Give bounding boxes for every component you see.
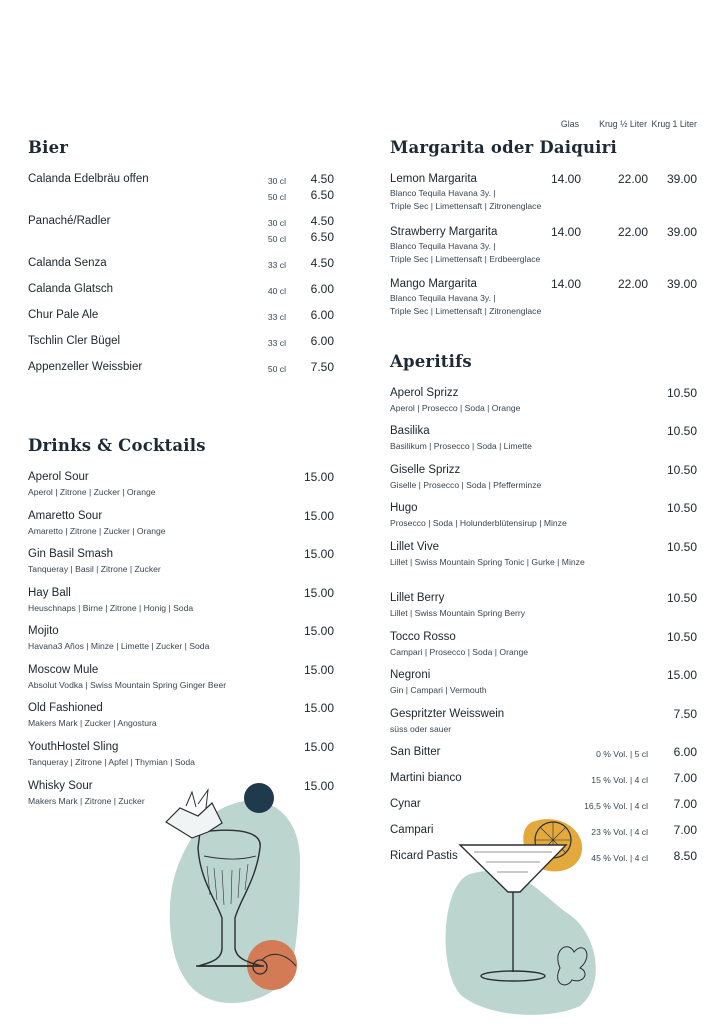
item-size: 40 cl [267, 286, 286, 296]
item-price: 4.50 [310, 256, 334, 270]
item-name: Lemon Margarita [390, 173, 477, 185]
item-name: Strawberry Margarita [390, 226, 498, 238]
price-krug-full: 39.00 [666, 277, 697, 291]
item-price: 8.50 [673, 849, 697, 863]
item-name: Gespritzter Weisswein [390, 708, 505, 720]
item-name: Gin Basil Smash [28, 548, 114, 560]
item-size: 50 cl [267, 192, 286, 202]
item-price: 4.50 [310, 172, 334, 186]
item-name: Tschlin Cler Bügel [28, 335, 121, 347]
item-size: 33 cl [267, 312, 286, 322]
price-krug-full: 39.00 [666, 172, 697, 186]
item-name: Chur Pale Ale [28, 309, 99, 321]
item-name: San Bitter [390, 746, 441, 758]
price-krug-full: 39.00 [666, 225, 697, 239]
item-price: 4.50 [310, 214, 334, 228]
item-name: Calanda Edelbräu offen [28, 173, 149, 185]
item-description: Tanqueray | Basil | Zitrone | Zucker [28, 564, 161, 574]
item-name: Panaché/Radler [28, 215, 111, 227]
terracotta-dot [247, 940, 297, 990]
item-name: Giselle Sprizz [390, 464, 461, 476]
item-description: Campari | Prosecco | Soda | Orange [390, 647, 529, 657]
item-price: 10.50 [666, 630, 697, 644]
item-description: Gin | Campari | Vermouth [390, 685, 487, 695]
item-name: Lillet Berry [390, 592, 445, 604]
item-description: Blanco Tequila Havana 3y. | [390, 188, 496, 198]
item-price: 6.00 [310, 308, 334, 322]
margarita-glass-illustration [446, 819, 596, 1015]
item-name: YouthHostel Sling [28, 741, 119, 753]
item-price: 7.00 [673, 771, 697, 785]
item-name: Mango Margarita [390, 278, 477, 290]
item-name: Basilika [390, 425, 430, 437]
item-price: 7.50 [310, 360, 334, 374]
item-price: 15.00 [303, 509, 334, 523]
item-description: Triple Sec | Limettensaft | Zitronenglace [390, 201, 542, 211]
item-size: 50 cl [267, 364, 286, 374]
header-krug-half: Krug ½ Liter [599, 119, 647, 129]
item-description: Havana3 Años | Minze | Limette | Zucker | Soda [28, 641, 210, 651]
item-price: 7.00 [673, 823, 697, 837]
item-description: Aperol | Prosecco | Soda | Orange [390, 403, 521, 413]
item-name: Mojito [28, 625, 59, 637]
item-size: 50 cl [267, 234, 286, 244]
item-name: Martini bianco [390, 772, 462, 784]
item-name: Old Fashioned [28, 702, 103, 714]
item-description: Lillet | Swiss Mountain Spring Tonic | Gurke | Minze [390, 557, 585, 567]
item-price: 15.00 [303, 624, 334, 638]
item-price: 6.50 [310, 188, 334, 202]
item-description: Heuschnaps | Birne | Zitrone | Honig | Soda [28, 603, 194, 613]
item-price: 10.50 [666, 540, 697, 554]
item-name: Lillet Vive [390, 541, 440, 553]
item-description: Blanco Tequila Havana 3y. | [390, 293, 496, 303]
item-description: Giselle | Prosecco | Soda | Pfefferminze [390, 480, 542, 490]
item-description: Triple Sec | Limettensaft | Erdbeerglace [390, 254, 541, 264]
section-title-aperitifs: Aperitifs [390, 352, 472, 371]
item-name: Campari [390, 824, 434, 836]
item-volume: 0 % Vol. | 5 cl [596, 749, 648, 759]
item-name: Calanda Senza [28, 257, 107, 269]
item-price: 10.50 [666, 463, 697, 477]
item-name: Ricard Pastis [390, 850, 458, 862]
price-glas: 14.00 [550, 172, 581, 186]
item-name: Calanda Glatsch [28, 283, 114, 295]
item-name: Appenzeller Weissbier [28, 361, 143, 373]
item-price: 15.00 [303, 663, 334, 677]
section-title-margarita: Margarita oder Daiquiri [390, 138, 618, 157]
item-description: Absolut Vodka | Swiss Mountain Spring Ginger Beer [28, 680, 227, 690]
header-krug-full: Krug 1 Liter [651, 119, 697, 129]
item-size: 33 cl [267, 260, 286, 270]
item-size: 30 cl [267, 176, 286, 186]
item-description: Amaretto | Zitrone | Zucker | Orange [28, 526, 166, 536]
section-title-drinks: Drinks & Cocktails [28, 436, 206, 455]
item-description: Makers Mark | Zitrone | Zucker [28, 796, 145, 806]
section-title-bier: Bier [28, 138, 69, 157]
price-glas: 14.00 [550, 225, 581, 239]
item-price: 15.00 [303, 470, 334, 484]
price-krug-half: 22.00 [617, 277, 648, 291]
price-krug-half: 22.00 [617, 172, 648, 186]
item-price: 6.00 [673, 745, 697, 759]
item-description: Blanco Tequila Havana 3y. | [390, 241, 496, 251]
item-volume: 16,5 % Vol. | 4 cl [584, 801, 648, 811]
item-name: Moscow Mule [28, 664, 99, 676]
item-description: Basilikum | Prosecco | Soda | Limette [390, 441, 532, 451]
header-glas: Glas [560, 119, 579, 129]
item-name: Hay Ball [28, 587, 71, 599]
item-volume: 45 % Vol. | 4 cl [591, 853, 648, 863]
item-name: Amaretto Sour [28, 510, 103, 522]
item-size: 30 cl [267, 218, 286, 228]
item-price: 6.00 [310, 334, 334, 348]
item-price: 6.00 [310, 282, 334, 296]
item-price: 10.50 [666, 591, 697, 605]
item-price: 7.00 [673, 797, 697, 811]
item-description: Tanqueray | Zitrone | Apfel | Thymian | Soda [28, 757, 195, 767]
item-volume: 15 % Vol. | 4 cl [591, 775, 648, 785]
item-name: Negroni [390, 669, 431, 681]
item-name: Aperol Sour [28, 471, 89, 483]
item-name: Aperol Sprizz [390, 387, 459, 399]
item-price: 15.00 [303, 740, 334, 754]
item-price: 6.50 [310, 230, 334, 244]
hurricane-glass-illustration [166, 783, 300, 1003]
item-description: süss oder sauer [390, 724, 452, 734]
item-description: Prosecco | Soda | Holunderblütensirup | Minze [390, 518, 567, 528]
price-krug-half: 22.00 [617, 225, 648, 239]
item-name: Tocco Rosso [390, 631, 456, 643]
item-price: 15.00 [666, 668, 697, 682]
item-price: 10.50 [666, 501, 697, 515]
item-price: 15.00 [303, 586, 334, 600]
sage-blob [446, 871, 596, 1015]
item-name: Hugo [390, 502, 418, 514]
item-price: 10.50 [666, 386, 697, 400]
item-price: 15.00 [303, 547, 334, 561]
item-name: Whisky Sour [28, 780, 93, 792]
price-glas: 14.00 [550, 277, 581, 291]
item-description: Makers Mark | Zucker | Angostura [28, 718, 157, 728]
item-price: 15.00 [303, 779, 334, 793]
item-description: Lillet | Swiss Mountain Spring Berry [390, 608, 526, 618]
item-name: Cynar [390, 798, 421, 810]
item-price: 7.50 [673, 707, 697, 721]
item-price: 10.50 [666, 424, 697, 438]
item-description: Aperol | Zitrone | Zucker | Orange [28, 487, 156, 497]
garnish-leaves [186, 790, 208, 808]
item-description: Triple Sec | Limettensaft | Zitronenglace [390, 306, 542, 316]
item-volume: 23 % Vol. | 4 cl [591, 827, 648, 837]
navy-dot [244, 783, 274, 813]
item-size: 33 cl [267, 338, 286, 348]
item-price: 15.00 [303, 701, 334, 715]
